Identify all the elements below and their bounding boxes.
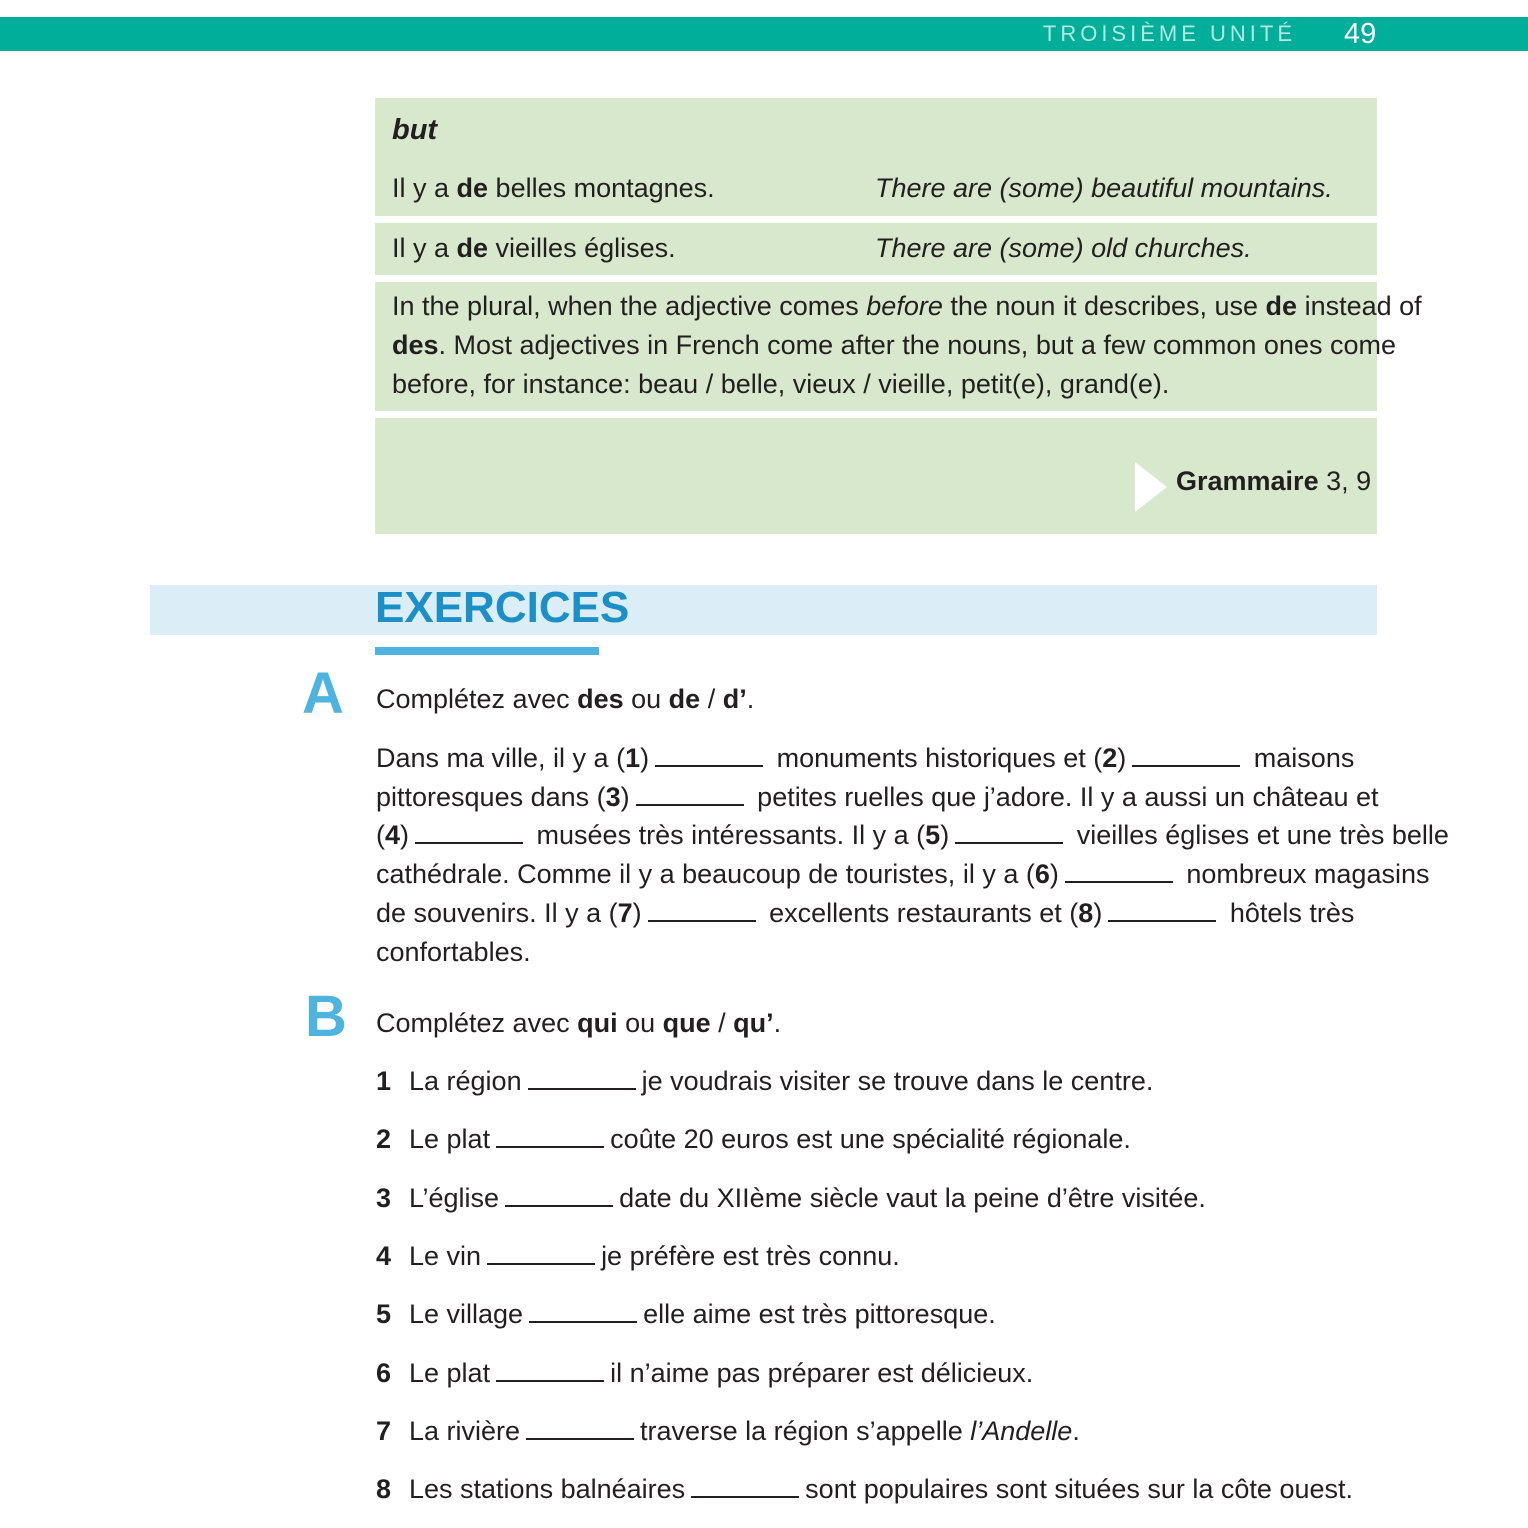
answer-blank[interactable]: [528, 1068, 636, 1090]
grammar-note: [375, 282, 1422, 411]
grammar-example-row: [375, 158, 1377, 216]
item-number: 5: [376, 1299, 392, 1329]
instruction-text: /: [700, 684, 723, 714]
exercises-title: EXERCICES: [375, 583, 630, 632]
item-text: Le plat: [409, 1124, 491, 1154]
instruction-text: .: [746, 684, 755, 714]
item-text: Le vin: [409, 1241, 482, 1271]
answer-blank[interactable]: [487, 1243, 595, 1265]
blank-number: 6: [1034, 859, 1050, 889]
unit-title: TROISIÈME UNITÉ: [1042, 21, 1296, 46]
item-number: 8: [376, 1474, 392, 1504]
passage-text: de souvenirs. Il y a (: [376, 898, 618, 928]
exercise-item: [376, 1358, 1033, 1389]
answer-blank[interactable]: [636, 784, 744, 806]
answer-blank[interactable]: [1132, 745, 1240, 767]
answer-blank[interactable]: [526, 1418, 634, 1440]
exercise-item: [376, 1241, 900, 1272]
note-italic: before: [866, 291, 943, 321]
answer-blank[interactable]: [1065, 861, 1173, 883]
answer-blank[interactable]: [505, 1185, 613, 1207]
answer-blank[interactable]: [955, 822, 1063, 844]
example-text: vieilles églises.: [488, 233, 676, 263]
item-text: je voudrais visiter se trouve dans le centre.: [641, 1066, 1154, 1096]
instruction-text: Complétez avec: [376, 1008, 578, 1038]
answer-blank[interactable]: [691, 1476, 799, 1498]
grammar-but-row: [375, 98, 1377, 158]
blank-number: 4: [385, 820, 401, 850]
item-text: date du XIIème siècle vaut la peine d’être visitée.: [619, 1183, 1206, 1213]
exercise-item: [376, 1183, 1206, 1214]
note-text: In the plural, when the adjective comes: [392, 291, 867, 321]
item-text: Le village: [409, 1299, 524, 1329]
exercise-item: [376, 1066, 1153, 1097]
exercises-title-underline: [375, 647, 599, 655]
passage-text: ): [620, 782, 630, 812]
item-text: .: [1072, 1416, 1080, 1446]
item-text: il n’aime pas préparer est délicieux.: [610, 1358, 1034, 1388]
answer-blank[interactable]: [415, 822, 523, 844]
passage-text: hôtels très: [1222, 898, 1355, 928]
exercise-b-letter: B: [305, 984, 347, 1049]
example-text: Il y a: [392, 233, 457, 263]
item-italic: l’Andelle: [970, 1416, 1073, 1446]
item-text: coûte 20 euros est une spécialité régionale.: [610, 1124, 1131, 1154]
note-line: [392, 291, 1422, 322]
page-number: 49: [1344, 18, 1377, 50]
instruction-bold: des: [577, 684, 624, 714]
instruction-text: Complétez avec: [376, 684, 578, 714]
item-text: Le plat: [409, 1358, 491, 1388]
item-text: La région: [409, 1066, 522, 1096]
item-text: je préfère est très connu.: [601, 1241, 900, 1271]
example-text: belles montagnes.: [488, 173, 715, 203]
instruction-bold: qui: [577, 1008, 618, 1038]
instruction-text: ou: [623, 684, 669, 714]
unit-header-band: [0, 17, 1528, 51]
exercise-a-letter: A: [302, 661, 344, 726]
but-label: but: [392, 114, 438, 146]
passage-text: cathédrale. Comme il y a beaucoup de touristes, il y a (: [376, 859, 1035, 889]
passage-text: petites ruelles que j’adore. Il y a aussi un château et: [749, 782, 1379, 812]
blank-number: 5: [925, 820, 941, 850]
exercise-item: [376, 1474, 1353, 1505]
instruction-text: ou: [617, 1008, 663, 1038]
grammar-reference: [375, 418, 1377, 534]
passage-text: ): [1093, 898, 1103, 928]
exercise-item: [376, 1299, 996, 1330]
passage-line: confortables.: [376, 937, 531, 967]
passage-text: ): [400, 820, 410, 850]
example-french: [392, 233, 676, 264]
example-english: There are (some) beautiful mountains.: [875, 173, 1333, 203]
answer-blank[interactable]: [496, 1360, 604, 1382]
grammar-reference-link: [1176, 466, 1371, 497]
grammar-example-row: [375, 223, 1377, 275]
passage-line: [376, 859, 1429, 890]
passage-text: excellents restaurants et (: [761, 898, 1079, 928]
example-bold: de: [456, 233, 489, 263]
answer-blank[interactable]: [648, 900, 756, 922]
passage-text: maisons: [1246, 743, 1355, 773]
blank-number: 8: [1078, 898, 1094, 928]
passage-text: pittoresques dans (: [376, 782, 606, 812]
item-number: 7: [376, 1416, 392, 1446]
example-english: There are (some) old churches.: [875, 233, 1252, 263]
exercise-b-instruction: [376, 1008, 781, 1039]
passage-text: ): [1117, 743, 1127, 773]
passage-line: [376, 820, 1449, 851]
instruction-bold: qu’: [733, 1008, 774, 1038]
blank-number: 2: [1102, 743, 1118, 773]
note-line: [392, 330, 1396, 361]
item-number: 2: [376, 1124, 392, 1154]
blank-number: 3: [605, 782, 621, 812]
note-text: . Most adjectives in French come after the nouns, but a few common ones come: [438, 330, 1396, 360]
answer-blank[interactable]: [496, 1126, 604, 1148]
passage-line: [376, 743, 1354, 774]
example-french: [392, 173, 715, 204]
passage-text: monuments historiques et (: [769, 743, 1103, 773]
passage-text: Dans ma ville, il y a (: [376, 743, 626, 773]
instruction-bold: de: [668, 684, 701, 714]
answer-blank[interactable]: [655, 745, 763, 767]
passage-text: musées très intéressants. Il y a (: [529, 820, 926, 850]
item-number: 1: [376, 1066, 392, 1096]
item-text: sont populaires sont situées sur la côte ouest.: [805, 1474, 1353, 1504]
passage-text: ): [940, 820, 950, 850]
passage-text: ): [640, 743, 650, 773]
blank-number: 7: [617, 898, 633, 928]
answer-blank[interactable]: [1108, 900, 1216, 922]
item-number: 4: [376, 1241, 392, 1271]
answer-blank[interactable]: [529, 1301, 637, 1323]
exercise-item: [376, 1124, 1131, 1155]
instruction-bold: que: [662, 1008, 711, 1038]
item-number: 3: [376, 1183, 392, 1213]
instruction-text: .: [773, 1008, 782, 1038]
example-text: Il y a: [392, 173, 457, 203]
exercise-item: [376, 1416, 1080, 1447]
passage-text: vieilles églises et une très belle: [1069, 820, 1449, 850]
note-text: the noun it describes, use: [942, 291, 1266, 321]
passage-line: [376, 898, 1354, 929]
item-text: La rivière: [409, 1416, 521, 1446]
item-text: traverse la région s’appelle: [640, 1416, 971, 1446]
instruction-bold: d’: [722, 684, 747, 714]
passage-text: ): [632, 898, 642, 928]
reference-label: Grammaire: [1176, 466, 1319, 496]
note-text: instead of: [1297, 291, 1422, 321]
note-bold: de: [1265, 291, 1298, 321]
passage-text: nombreux magasins: [1178, 859, 1430, 889]
note-bold: des: [392, 330, 439, 360]
item-text: L’église: [409, 1183, 500, 1213]
note-line: before, for instance: beau / belle, vieux / vieille, petit(e), grand(e).: [392, 369, 1170, 399]
passage-text: ): [1049, 859, 1059, 889]
item-number: 6: [376, 1358, 392, 1388]
example-bold: de: [456, 173, 489, 203]
exercises-heading-band: [150, 585, 1377, 635]
exercise-a-instruction: [376, 684, 754, 715]
passage-text: (: [376, 820, 385, 850]
arrow-right-icon: [1135, 462, 1167, 512]
item-text: elle aime est très pittoresque.: [643, 1299, 996, 1329]
instruction-text: /: [710, 1008, 734, 1038]
reference-numbers: 3, 9: [1318, 466, 1372, 496]
passage-line: [376, 782, 1379, 813]
blank-number: 1: [625, 743, 641, 773]
item-text: Les stations balnéaires: [409, 1474, 686, 1504]
